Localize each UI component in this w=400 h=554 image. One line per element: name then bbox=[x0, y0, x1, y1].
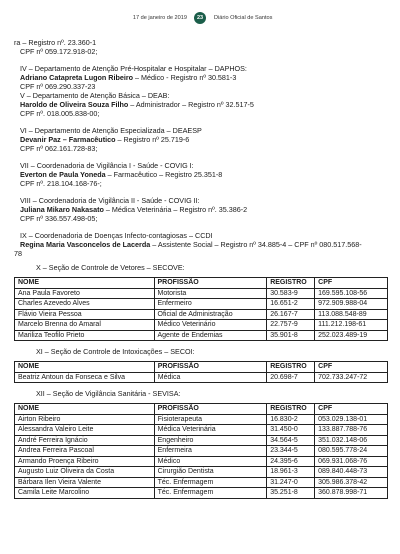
block-title: V – Departamento de Atenção Básica – DEAB: bbox=[20, 91, 170, 100]
table-row bbox=[15, 309, 388, 320]
section-title-secove: X – Seção de Controle de Vetores – SECOVE: bbox=[36, 263, 185, 272]
col-header-profissao: PROFISSÃO bbox=[154, 404, 267, 415]
page-number-badge: 23 bbox=[194, 12, 206, 24]
cell-cpf: 080.595.778-24 bbox=[315, 446, 388, 457]
cell-profissao: Agente de Endemias bbox=[154, 330, 267, 341]
table-header-row bbox=[15, 362, 388, 373]
person-name: Everton de Paula Yoneda bbox=[20, 170, 106, 179]
table-secoi bbox=[14, 361, 388, 383]
cell-profissao: Médico bbox=[154, 456, 267, 467]
col-header-nome: NOME bbox=[15, 362, 155, 373]
cell-nome: André Ferreira Ignácio bbox=[15, 435, 155, 446]
cell-profissao: Cirurgião Dentista bbox=[154, 467, 267, 478]
cell-registro: 35.251-8 bbox=[267, 488, 315, 499]
block-covig-2 bbox=[14, 196, 388, 223]
table-row bbox=[15, 488, 388, 499]
col-header-cpf: CPF bbox=[315, 278, 388, 289]
table-secove bbox=[14, 277, 388, 341]
cell-nome: Flávio Vieira Pessoa bbox=[15, 309, 155, 320]
cell-cpf: 053.029.138-01 bbox=[315, 414, 388, 425]
table-row bbox=[15, 456, 388, 467]
col-header-profissao: PROFISSÃO bbox=[154, 278, 267, 289]
page-header bbox=[0, 12, 400, 28]
table-row bbox=[15, 435, 388, 446]
cell-cpf: 305.986.378-42 bbox=[315, 477, 388, 488]
table-row bbox=[15, 425, 388, 436]
cell-registro: 20.698-7 bbox=[267, 372, 315, 383]
cell-profissao: Médica Veterinária bbox=[154, 425, 267, 436]
text-line: ra – Registro nº. 23.360-1 bbox=[14, 38, 97, 47]
person-name: Devanir Paz – Farmacêutico bbox=[20, 135, 116, 144]
block-covig-1 bbox=[14, 161, 388, 188]
block-intro bbox=[14, 38, 388, 56]
cell-cpf: 111.212.198-61 bbox=[315, 320, 388, 331]
block-title: VI – Departamento de Atenção Especializada – DEAESP bbox=[20, 126, 202, 135]
table-row bbox=[15, 477, 388, 488]
cell-nome: Beatriz Antoun da Fonseca e Silva bbox=[15, 372, 155, 383]
person-details: – Farmacêutico – Registro 25.351-8 bbox=[105, 170, 223, 179]
cell-registro: 35.901-8 bbox=[267, 330, 315, 341]
cell-nome: Marcelo Brenna do Amaral bbox=[15, 320, 155, 331]
table-row bbox=[15, 299, 388, 310]
person-cpf: CPF nº. 018.005.838-00; bbox=[20, 109, 100, 118]
cell-registro: 23.344-5 bbox=[267, 446, 315, 457]
cell-registro: 24.395-6 bbox=[267, 456, 315, 467]
table-header-row bbox=[15, 278, 388, 289]
col-header-nome: NOME bbox=[15, 278, 155, 289]
cell-profissao: Oficial de Administração bbox=[154, 309, 267, 320]
cell-profissao: Médica bbox=[154, 372, 266, 383]
cell-nome: Airton Ribeiro bbox=[15, 414, 155, 425]
cell-registro: 16.651-2 bbox=[267, 299, 315, 310]
block-deaesp bbox=[14, 126, 388, 153]
cell-registro: 34.564-5 bbox=[267, 435, 315, 446]
cell-registro: 30.583-9 bbox=[267, 288, 315, 299]
cell-nome: Ana Paula Favoreto bbox=[15, 288, 155, 299]
person-name: Regina Maria Vasconcelos de Lacerda bbox=[20, 240, 151, 249]
cell-cpf: 089.840.448-73 bbox=[315, 467, 388, 478]
table-row bbox=[15, 372, 388, 383]
cell-profissao: Fisioterapeuta bbox=[154, 414, 267, 425]
table-row bbox=[15, 330, 388, 341]
cell-nome: Armando Proença Ribeiro bbox=[15, 456, 155, 467]
cell-profissao: Médico Veterinário bbox=[154, 320, 267, 331]
cell-nome: Bárbara Ilen Vieira Valente bbox=[15, 477, 155, 488]
cell-nome: Augusto Luiz Oliveira da Costa bbox=[15, 467, 155, 478]
cell-profissao: Engenheiro bbox=[154, 435, 267, 446]
cell-nome: Mariliza Teofilo Prieto bbox=[15, 330, 155, 341]
col-header-registro: REGISTRO bbox=[267, 362, 315, 373]
cell-cpf: 351.032.148-06 bbox=[315, 435, 388, 446]
person-details: – Médico - Registro nº 30.581-3 bbox=[133, 73, 237, 82]
block-title: VIII – Coordenadoria de Vigilância II - Saúde - COVIG II: bbox=[20, 196, 200, 205]
col-header-nome: NOME bbox=[15, 404, 155, 415]
cell-profissao: Téc. Enfermagem bbox=[154, 488, 267, 499]
cell-registro: 18.961-3 bbox=[267, 467, 315, 478]
table-header-row bbox=[15, 404, 388, 415]
person-cpf: CPF nº 336.557.498-05; bbox=[20, 214, 98, 223]
table-row bbox=[15, 467, 388, 478]
person-cpf: CPF nº. 218.104.168-76-; bbox=[20, 179, 102, 188]
person-name: Adriano Catapreta Lugon Ribeiro bbox=[20, 73, 134, 82]
col-header-registro: REGISTRO bbox=[267, 404, 315, 415]
cell-profissao: Enfermeiro bbox=[154, 299, 267, 310]
person-details: – Médica Veterinária – Registro nº. 35.386-2 bbox=[103, 205, 248, 214]
cell-cpf: 360.878.998-71 bbox=[315, 488, 388, 499]
table-sevisa bbox=[14, 403, 388, 499]
cell-nome: Andrea Ferreira Pascoal bbox=[15, 446, 155, 457]
table-row bbox=[15, 320, 388, 331]
cell-registro: 26.167-7 bbox=[267, 309, 315, 320]
col-header-registro: REGISTRO bbox=[267, 278, 315, 289]
text-line: CPF nº 059.172.918-02; bbox=[20, 47, 98, 56]
cell-registro: 16.830-2 bbox=[267, 414, 315, 425]
block-title: IV – Departamento de Atenção Pré-Hospitalar e Hospitalar – DAPHOS: bbox=[20, 64, 247, 73]
cell-cpf: 252.023.489-19 bbox=[315, 330, 388, 341]
person-cpf: CPF nº 069.290.337-23 bbox=[20, 82, 96, 91]
person-cpf: CPF nº 062.161.728-83; bbox=[20, 144, 98, 153]
cell-cpf: 169.595.108-56 bbox=[315, 288, 388, 299]
cell-profissao: Téc. Enfermagem bbox=[154, 477, 267, 488]
person-name: Juliana Mikaro Nakasato bbox=[20, 205, 104, 214]
journal-title: Diário Oficial de Santos bbox=[214, 15, 273, 21]
table-row bbox=[15, 446, 388, 457]
cell-cpf: 702.733.247-72 bbox=[315, 372, 388, 383]
block-daphos bbox=[14, 64, 388, 91]
document-body bbox=[14, 38, 388, 499]
block-title: VII – Coordenadoria de Vigilância I - Saúde - COVIG I: bbox=[20, 161, 194, 170]
person-cpf: 78 bbox=[14, 249, 22, 258]
cell-nome: Camila Leite Marcolino bbox=[15, 488, 155, 499]
section-title-sevisa: XII – Seção de Vigilância Sanitária - SEVISA: bbox=[36, 389, 181, 398]
table-row bbox=[15, 288, 388, 299]
cell-registro: 31.450-0 bbox=[267, 425, 315, 436]
section-title-secoi: XI – Seção de Controle de Intoxicações – SECOI: bbox=[36, 347, 195, 356]
cell-profissao: Enfermeira bbox=[154, 446, 267, 457]
block-deab bbox=[14, 91, 388, 118]
cell-profissao: Motorista bbox=[154, 288, 267, 299]
person-name: Haroldo de Oliveira Souza Filho bbox=[20, 100, 129, 109]
person-details: – Registro nº 25.719-6 bbox=[115, 135, 190, 144]
col-header-profissao: PROFISSÃO bbox=[154, 362, 266, 373]
cell-cpf: 133.887.788-76 bbox=[315, 425, 388, 436]
cell-registro: 31.247-0 bbox=[267, 477, 315, 488]
header-date: 17 de janeiro de 2019 bbox=[132, 15, 187, 21]
cell-nome: Alessandra Valeiro Leite bbox=[15, 425, 155, 436]
person-details: – Assistente Social – Registro nº 34.885-4 – CPF nº 080.517.568- bbox=[150, 240, 362, 249]
cell-registro: 22.757-9 bbox=[267, 320, 315, 331]
cell-nome: Charles Azevedo Alves bbox=[15, 299, 155, 310]
cell-cpf: 113.088.548-89 bbox=[315, 309, 388, 320]
table-row bbox=[15, 414, 388, 425]
block-title: IX – Coordenadoria de Doenças Infecto-contagiosas – CCDI bbox=[20, 231, 213, 240]
person-details: – Administrador – Registro nº 32.517-5 bbox=[128, 100, 254, 109]
block-ccdi bbox=[14, 231, 388, 258]
cell-cpf: 972.909.988-04 bbox=[315, 299, 388, 310]
col-header-cpf: CPF bbox=[315, 404, 388, 415]
col-header-cpf: CPF bbox=[315, 362, 388, 373]
cell-cpf: 069.931.068-76 bbox=[315, 456, 388, 467]
